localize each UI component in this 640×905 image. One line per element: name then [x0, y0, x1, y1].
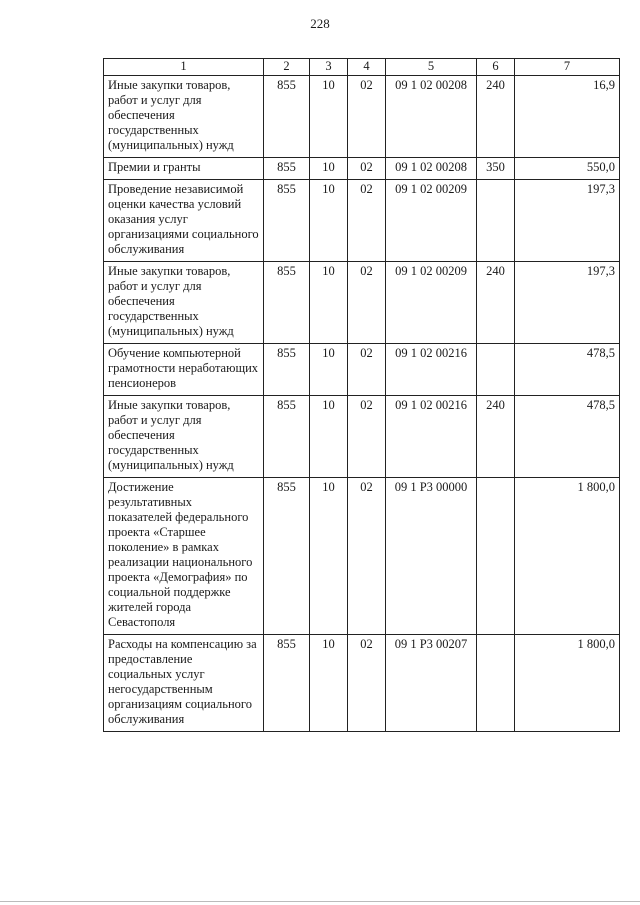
row-subsection-cell: 02: [348, 396, 386, 478]
header-col-5: 5: [386, 59, 477, 76]
row-amount-cell: 550,0: [515, 158, 620, 180]
row-target-article-cell: 09 1 02 00208: [386, 158, 477, 180]
row-amount-cell: 1 800,0: [515, 478, 620, 635]
row-subsection-cell: 02: [348, 344, 386, 396]
table-row: [104, 158, 620, 180]
row-section-cell: 10: [310, 262, 348, 344]
row-section-cell: 10: [310, 180, 348, 262]
row-admin-code-cell: 855: [264, 396, 310, 478]
row-expense-type-cell: 350: [477, 158, 515, 180]
row-section-cell: 10: [310, 635, 348, 732]
row-subsection-cell: 02: [348, 635, 386, 732]
table-row: [104, 180, 620, 262]
row-target-article-cell: 09 1 02 00208: [386, 76, 477, 158]
row-target-article-cell: 09 1 02 00209: [386, 180, 477, 262]
table-body: [104, 76, 620, 732]
row-expense-type-cell: 240: [477, 396, 515, 478]
page-number: 228: [310, 16, 330, 31]
row-expense-type-cell: 240: [477, 76, 515, 158]
row-subsection-cell: 02: [348, 180, 386, 262]
row-expense-type-cell: [477, 180, 515, 262]
row-admin-code-cell: 855: [264, 262, 310, 344]
row-expense-type-cell: [477, 478, 515, 635]
row-name-cell: Проведение независимой оценки качества условий оказания услуг организациями социального обслуживания: [104, 180, 264, 262]
row-target-article-cell: 09 1 P3 00000: [386, 478, 477, 635]
row-admin-code-cell: 855: [264, 180, 310, 262]
table-row: [104, 76, 620, 158]
table-row: [104, 478, 620, 635]
row-name-cell: Иные закупки товаров, работ и услуг для обеспечения государственных (муниципальных) нужд: [104, 76, 264, 158]
row-subsection-cell: 02: [348, 76, 386, 158]
table-row: [104, 635, 620, 732]
row-subsection-cell: 02: [348, 478, 386, 635]
row-expense-type-cell: [477, 344, 515, 396]
row-amount-cell: 197,3: [515, 180, 620, 262]
table-row: [104, 262, 620, 344]
header-col-7: 7: [515, 59, 620, 76]
page-bottom-edge: [0, 901, 640, 902]
row-target-article-cell: 09 1 02 00216: [386, 344, 477, 396]
row-target-article-cell: 09 1 02 00216: [386, 396, 477, 478]
row-expense-type-cell: 240: [477, 262, 515, 344]
row-section-cell: 10: [310, 344, 348, 396]
row-name-cell: Достижение результативных показателей федерального проекта «Старшее поколение» в рамках реализации национального проекта «Демография» по социальной поддержке жителей города Севастополя: [104, 478, 264, 635]
header-col-1: 1: [104, 59, 264, 76]
row-expense-type-cell: [477, 635, 515, 732]
row-name-cell: Обучение компьютерной грамотности неработающих пенсионеров: [104, 344, 264, 396]
table-row: [104, 396, 620, 478]
row-amount-cell: 478,5: [515, 344, 620, 396]
row-amount-cell: 1 800,0: [515, 635, 620, 732]
row-name-cell: Иные закупки товаров, работ и услуг для обеспечения государственных (муниципальных) нужд: [104, 262, 264, 344]
row-target-article-cell: 09 1 02 00209: [386, 262, 477, 344]
row-section-cell: 10: [310, 76, 348, 158]
row-admin-code-cell: 855: [264, 635, 310, 732]
row-amount-cell: 16,9: [515, 76, 620, 158]
header-row: [104, 59, 620, 76]
header-col-3: 3: [310, 59, 348, 76]
row-name-cell: Премии и гранты: [104, 158, 264, 180]
row-amount-cell: 197,3: [515, 262, 620, 344]
row-admin-code-cell: 855: [264, 478, 310, 635]
row-name-cell: Расходы на компенсацию за предоставление социальных услуг негосударственным организациям социального обслуживания: [104, 635, 264, 732]
row-admin-code-cell: 855: [264, 344, 310, 396]
row-section-cell: 10: [310, 478, 348, 635]
row-amount-cell: 478,5: [515, 396, 620, 478]
header-col-2: 2: [264, 59, 310, 76]
row-section-cell: 10: [310, 158, 348, 180]
row-subsection-cell: 02: [348, 262, 386, 344]
row-section-cell: 10: [310, 396, 348, 478]
header-col-6: 6: [477, 59, 515, 76]
row-subsection-cell: 02: [348, 158, 386, 180]
row-name-cell: Иные закупки товаров, работ и услуг для обеспечения государственных (муниципальных) нужд: [104, 396, 264, 478]
row-target-article-cell: 09 1 P3 00207: [386, 635, 477, 732]
budget-table: [103, 58, 620, 732]
row-admin-code-cell: 855: [264, 158, 310, 180]
row-admin-code-cell: 855: [264, 76, 310, 158]
table-row: [104, 344, 620, 396]
header-col-4: 4: [348, 59, 386, 76]
